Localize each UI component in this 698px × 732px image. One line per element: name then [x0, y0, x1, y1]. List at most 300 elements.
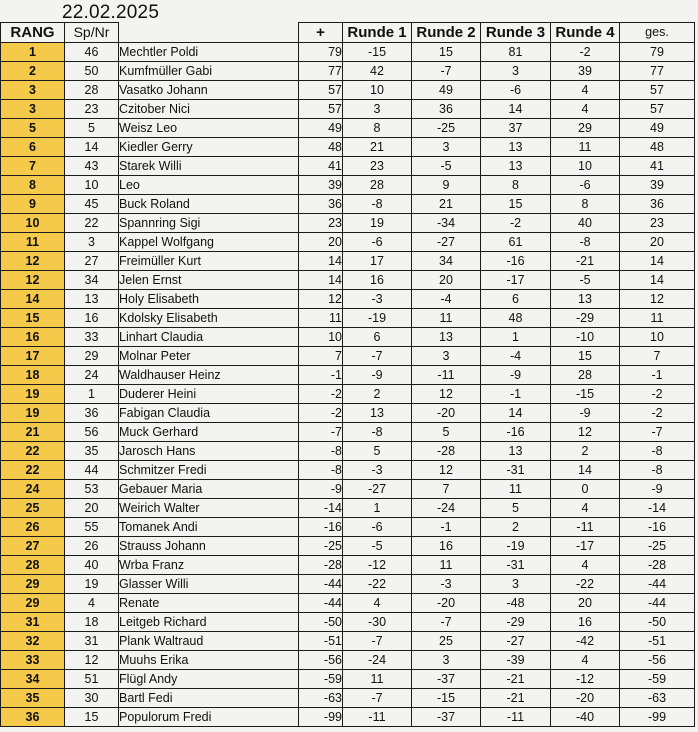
total-cell: -16 [620, 518, 695, 537]
runde-3-cell: 3 [481, 62, 551, 81]
table-row [1, 347, 695, 366]
player-name-cell: Waldhauser Heinz [119, 366, 299, 385]
table-row [1, 119, 695, 138]
rank-cell: 29 [1, 594, 65, 613]
runde-2-cell: -34 [412, 214, 481, 233]
date-heading: 22.02.2025 [62, 2, 160, 23]
player-name-cell: Plank Waltraud [119, 632, 299, 651]
player-number-cell: 51 [65, 670, 119, 689]
player-number-cell: 45 [65, 195, 119, 214]
player-number-cell: 35 [65, 442, 119, 461]
runde-4-cell: 4 [551, 100, 620, 119]
runde-2-cell: -37 [412, 708, 481, 727]
player-name-cell: Linhart Claudia [119, 328, 299, 347]
total-cell: -44 [620, 594, 695, 613]
rank-cell: 15 [1, 309, 65, 328]
total-cell: 41 [620, 157, 695, 176]
plus-total-cell: -50 [299, 613, 343, 632]
player-name-cell: Muuhs Erika [119, 651, 299, 670]
plus-total-cell: -59 [299, 670, 343, 689]
runde-1-cell: -24 [343, 651, 412, 670]
plus-total-cell: -8 [299, 461, 343, 480]
player-name-cell: Fabigan Claudia [119, 404, 299, 423]
total-cell: -7 [620, 423, 695, 442]
player-name-cell: Tomanek Andi [119, 518, 299, 537]
runde-4-cell: 13 [551, 290, 620, 309]
plus-total-cell: 20 [299, 233, 343, 252]
runde-3-cell: -19 [481, 537, 551, 556]
header-rang: RANG [1, 23, 65, 43]
runde-4-cell: 10 [551, 157, 620, 176]
runde-2-cell: 12 [412, 461, 481, 480]
runde-1-cell: -9 [343, 366, 412, 385]
runde-4-cell: 4 [551, 556, 620, 575]
total-cell: 79 [620, 43, 695, 62]
table-row [1, 176, 695, 195]
runde-4-cell: 28 [551, 366, 620, 385]
player-name-cell: Jarosch Hans [119, 442, 299, 461]
rank-cell: 6 [1, 138, 65, 157]
runde-3-cell: 15 [481, 195, 551, 214]
runde-2-cell: 21 [412, 195, 481, 214]
runde-3-cell: -1 [481, 385, 551, 404]
plus-total-cell: 23 [299, 214, 343, 233]
player-number-cell: 18 [65, 613, 119, 632]
total-cell: -56 [620, 651, 695, 670]
rank-cell: 18 [1, 366, 65, 385]
runde-2-cell: 13 [412, 328, 481, 347]
runde-4-cell: -15 [551, 385, 620, 404]
rank-cell: 27 [1, 537, 65, 556]
plus-total-cell: -51 [299, 632, 343, 651]
total-cell: 14 [620, 252, 695, 271]
runde-2-cell: -3 [412, 575, 481, 594]
plus-total-cell: -44 [299, 594, 343, 613]
runde-1-cell: -11 [343, 708, 412, 727]
plus-total-cell: -2 [299, 385, 343, 404]
plus-total-cell: -9 [299, 480, 343, 499]
player-name-cell: Leo [119, 176, 299, 195]
plus-total-cell: -1 [299, 366, 343, 385]
table-row [1, 689, 695, 708]
runde-1-cell: -27 [343, 480, 412, 499]
runde-1-cell: 17 [343, 252, 412, 271]
player-number-cell: 43 [65, 157, 119, 176]
total-cell: -8 [620, 442, 695, 461]
runde-3-cell: 61 [481, 233, 551, 252]
runde-4-cell: 8 [551, 195, 620, 214]
player-number-cell: 33 [65, 328, 119, 347]
player-name-cell: Starek Willi [119, 157, 299, 176]
runde-2-cell: 7 [412, 480, 481, 499]
runde-3-cell: -6 [481, 81, 551, 100]
runde-2-cell: -37 [412, 670, 481, 689]
runde-3-cell: 8 [481, 176, 551, 195]
player-number-cell: 28 [65, 81, 119, 100]
player-name-cell: Gebauer Maria [119, 480, 299, 499]
header-plus: + [299, 23, 343, 43]
player-name-cell: Jelen Ernst [119, 271, 299, 290]
table-row [1, 233, 695, 252]
runde-4-cell: -5 [551, 271, 620, 290]
runde-2-cell: -5 [412, 157, 481, 176]
plus-total-cell: 12 [299, 290, 343, 309]
player-number-cell: 13 [65, 290, 119, 309]
total-cell: 7 [620, 347, 695, 366]
rank-cell: 12 [1, 252, 65, 271]
header-name [119, 23, 299, 43]
runde-2-cell: 12 [412, 385, 481, 404]
total-cell: 23 [620, 214, 695, 233]
plus-total-cell: -8 [299, 442, 343, 461]
runde-4-cell: 11 [551, 138, 620, 157]
runde-1-cell: 21 [343, 138, 412, 157]
player-name-cell: Weirich Walter [119, 499, 299, 518]
rank-cell: 9 [1, 195, 65, 214]
rank-cell: 8 [1, 176, 65, 195]
runde-2-cell: -4 [412, 290, 481, 309]
player-number-cell: 31 [65, 632, 119, 651]
runde-3-cell: -27 [481, 632, 551, 651]
rank-cell: 24 [1, 480, 65, 499]
rank-cell: 14 [1, 290, 65, 309]
player-number-cell: 16 [65, 309, 119, 328]
plus-total-cell: -25 [299, 537, 343, 556]
runde-2-cell: 9 [412, 176, 481, 195]
table-row [1, 461, 695, 480]
runde-2-cell: -20 [412, 404, 481, 423]
total-cell: -1 [620, 366, 695, 385]
table-row [1, 556, 695, 575]
runde-1-cell: -5 [343, 537, 412, 556]
runde-3-cell: -48 [481, 594, 551, 613]
plus-total-cell: 77 [299, 62, 343, 81]
runde-3-cell: -9 [481, 366, 551, 385]
player-name-cell: Molnar Peter [119, 347, 299, 366]
runde-4-cell: 20 [551, 594, 620, 613]
player-name-cell: Holy Elisabeth [119, 290, 299, 309]
player-number-cell: 29 [65, 347, 119, 366]
runde-2-cell: 34 [412, 252, 481, 271]
runde-3-cell: -2 [481, 214, 551, 233]
runde-3-cell: 11 [481, 480, 551, 499]
total-cell: -44 [620, 575, 695, 594]
runde-3-cell: -16 [481, 423, 551, 442]
header-runde-2: Runde 2 [412, 23, 481, 43]
header-runde-4: Runde 4 [551, 23, 620, 43]
runde-4-cell: -11 [551, 518, 620, 537]
player-number-cell: 19 [65, 575, 119, 594]
table-row [1, 271, 695, 290]
plus-total-cell: -2 [299, 404, 343, 423]
player-name-cell: Glasser Willi [119, 575, 299, 594]
rank-cell: 35 [1, 689, 65, 708]
runde-1-cell: 28 [343, 176, 412, 195]
rank-cell: 28 [1, 556, 65, 575]
player-name-cell: Czitober Nici [119, 100, 299, 119]
table-row [1, 404, 695, 423]
runde-2-cell: -25 [412, 119, 481, 138]
runde-4-cell: 14 [551, 461, 620, 480]
table-row [1, 442, 695, 461]
player-number-cell: 14 [65, 138, 119, 157]
runde-1-cell: -30 [343, 613, 412, 632]
table-row [1, 613, 695, 632]
runde-3-cell: -31 [481, 556, 551, 575]
runde-3-cell: -29 [481, 613, 551, 632]
runde-3-cell: 6 [481, 290, 551, 309]
player-number-cell: 10 [65, 176, 119, 195]
rank-cell: 17 [1, 347, 65, 366]
table-row [1, 309, 695, 328]
runde-2-cell: 3 [412, 138, 481, 157]
runde-4-cell: 39 [551, 62, 620, 81]
rank-cell: 1 [1, 43, 65, 62]
runde-2-cell: 15 [412, 43, 481, 62]
total-cell: -2 [620, 385, 695, 404]
plus-total-cell: 48 [299, 138, 343, 157]
player-name-cell: Wrba Franz [119, 556, 299, 575]
runde-1-cell: -19 [343, 309, 412, 328]
runde-1-cell: -7 [343, 347, 412, 366]
total-cell: -59 [620, 670, 695, 689]
rank-cell: 7 [1, 157, 65, 176]
total-cell: 20 [620, 233, 695, 252]
plus-total-cell: 10 [299, 328, 343, 347]
runde-3-cell: -21 [481, 670, 551, 689]
runde-4-cell: 4 [551, 81, 620, 100]
plus-total-cell: -44 [299, 575, 343, 594]
player-number-cell: 34 [65, 271, 119, 290]
rank-cell: 5 [1, 119, 65, 138]
rank-cell: 22 [1, 442, 65, 461]
plus-total-cell: 41 [299, 157, 343, 176]
player-number-cell: 1 [65, 385, 119, 404]
total-cell: 77 [620, 62, 695, 81]
runde-1-cell: -3 [343, 290, 412, 309]
table-row [1, 632, 695, 651]
runde-1-cell: 10 [343, 81, 412, 100]
results-table [0, 22, 695, 727]
player-number-cell: 12 [65, 651, 119, 670]
player-number-cell: 27 [65, 252, 119, 271]
rank-cell: 3 [1, 100, 65, 119]
runde-1-cell: 3 [343, 100, 412, 119]
results-body [1, 43, 695, 727]
table-row [1, 651, 695, 670]
runde-1-cell: -8 [343, 423, 412, 442]
runde-2-cell: 20 [412, 271, 481, 290]
player-name-cell: Duderer Heini [119, 385, 299, 404]
runde-1-cell: -15 [343, 43, 412, 62]
plus-total-cell: -7 [299, 423, 343, 442]
runde-2-cell: 36 [412, 100, 481, 119]
table-row [1, 480, 695, 499]
player-number-cell: 40 [65, 556, 119, 575]
rank-cell: 22 [1, 461, 65, 480]
player-name-cell: Kumfmüller Gabi [119, 62, 299, 81]
runde-3-cell: 13 [481, 442, 551, 461]
runde-3-cell: 2 [481, 518, 551, 537]
table-row [1, 138, 695, 157]
runde-1-cell: 1 [343, 499, 412, 518]
runde-2-cell: -7 [412, 613, 481, 632]
plus-total-cell: 11 [299, 309, 343, 328]
runde-3-cell: 37 [481, 119, 551, 138]
runde-4-cell: -9 [551, 404, 620, 423]
runde-2-cell: 5 [412, 423, 481, 442]
plus-total-cell: 7 [299, 347, 343, 366]
runde-4-cell: 40 [551, 214, 620, 233]
runde-2-cell: -27 [412, 233, 481, 252]
player-name-cell: Buck Roland [119, 195, 299, 214]
player-name-cell: Leitgeb Richard [119, 613, 299, 632]
player-number-cell: 3 [65, 233, 119, 252]
runde-1-cell: 4 [343, 594, 412, 613]
player-name-cell: Kiedler Gerry [119, 138, 299, 157]
total-cell: 12 [620, 290, 695, 309]
runde-1-cell: -22 [343, 575, 412, 594]
total-cell: 57 [620, 100, 695, 119]
rank-cell: 25 [1, 499, 65, 518]
plus-total-cell: -14 [299, 499, 343, 518]
total-cell: 10 [620, 328, 695, 347]
table-row [1, 100, 695, 119]
runde-3-cell: 14 [481, 100, 551, 119]
total-cell: 48 [620, 138, 695, 157]
runde-4-cell: -2 [551, 43, 620, 62]
rank-cell: 31 [1, 613, 65, 632]
plus-total-cell: 49 [299, 119, 343, 138]
player-number-cell: 22 [65, 214, 119, 233]
plus-total-cell: -56 [299, 651, 343, 670]
rank-cell: 3 [1, 81, 65, 100]
table-row [1, 423, 695, 442]
runde-3-cell: -21 [481, 689, 551, 708]
runde-3-cell: 14 [481, 404, 551, 423]
runde-4-cell: -20 [551, 689, 620, 708]
total-cell: -51 [620, 632, 695, 651]
rank-cell: 19 [1, 404, 65, 423]
runde-4-cell: 16 [551, 613, 620, 632]
header-spnr: Sp/Nr [65, 23, 119, 43]
runde-1-cell: 13 [343, 404, 412, 423]
plus-total-cell: 14 [299, 252, 343, 271]
runde-1-cell: -12 [343, 556, 412, 575]
table-row [1, 575, 695, 594]
table-row [1, 518, 695, 537]
rank-cell: 32 [1, 632, 65, 651]
total-cell: 49 [620, 119, 695, 138]
player-number-cell: 46 [65, 43, 119, 62]
runde-1-cell: -7 [343, 632, 412, 651]
header-runde-1: Runde 1 [343, 23, 412, 43]
table-row [1, 195, 695, 214]
runde-1-cell: 8 [343, 119, 412, 138]
plus-total-cell: -16 [299, 518, 343, 537]
runde-2-cell: -11 [412, 366, 481, 385]
total-cell: -99 [620, 708, 695, 727]
player-number-cell: 56 [65, 423, 119, 442]
rank-cell: 29 [1, 575, 65, 594]
table-row [1, 214, 695, 233]
table-row [1, 252, 695, 271]
player-number-cell: 55 [65, 518, 119, 537]
player-number-cell: 44 [65, 461, 119, 480]
runde-3-cell: 13 [481, 138, 551, 157]
table-row [1, 328, 695, 347]
table-row [1, 81, 695, 100]
plus-total-cell: 57 [299, 81, 343, 100]
player-number-cell: 30 [65, 689, 119, 708]
table-row [1, 537, 695, 556]
runde-4-cell: -12 [551, 670, 620, 689]
total-cell: 39 [620, 176, 695, 195]
rank-cell: 36 [1, 708, 65, 727]
player-number-cell: 4 [65, 594, 119, 613]
runde-3-cell: 1 [481, 328, 551, 347]
player-name-cell: Strauss Johann [119, 537, 299, 556]
rank-cell: 19 [1, 385, 65, 404]
runde-4-cell: 12 [551, 423, 620, 442]
total-cell: 11 [620, 309, 695, 328]
runde-1-cell: 19 [343, 214, 412, 233]
rank-cell: 33 [1, 651, 65, 670]
runde-2-cell: -7 [412, 62, 481, 81]
runde-1-cell: 11 [343, 670, 412, 689]
table-row [1, 499, 695, 518]
runde-2-cell: -24 [412, 499, 481, 518]
runde-1-cell: 6 [343, 328, 412, 347]
runde-2-cell: 49 [412, 81, 481, 100]
runde-1-cell: -7 [343, 689, 412, 708]
runde-3-cell: -4 [481, 347, 551, 366]
runde-3-cell: -31 [481, 461, 551, 480]
plus-total-cell: 57 [299, 100, 343, 119]
table-row [1, 708, 695, 727]
runde-3-cell: 5 [481, 499, 551, 518]
runde-4-cell: -21 [551, 252, 620, 271]
player-name-cell: Spannring Sigi [119, 214, 299, 233]
runde-1-cell: 23 [343, 157, 412, 176]
rank-cell: 10 [1, 214, 65, 233]
runde-1-cell: 2 [343, 385, 412, 404]
rank-cell: 12 [1, 271, 65, 290]
plus-total-cell: 79 [299, 43, 343, 62]
total-cell: -28 [620, 556, 695, 575]
total-cell: -50 [620, 613, 695, 632]
header-row [1, 23, 695, 43]
runde-4-cell: -8 [551, 233, 620, 252]
player-number-cell: 5 [65, 119, 119, 138]
runde-1-cell: 42 [343, 62, 412, 81]
plus-total-cell: 14 [299, 271, 343, 290]
runde-2-cell: 3 [412, 347, 481, 366]
total-cell: 57 [620, 81, 695, 100]
runde-4-cell: 2 [551, 442, 620, 461]
plus-total-cell: 36 [299, 195, 343, 214]
runde-4-cell: -6 [551, 176, 620, 195]
runde-2-cell: 16 [412, 537, 481, 556]
runde-3-cell: 48 [481, 309, 551, 328]
header-runde-3: Runde 3 [481, 23, 551, 43]
player-number-cell: 15 [65, 708, 119, 727]
table-row [1, 366, 695, 385]
runde-1-cell: -8 [343, 195, 412, 214]
runde-3-cell: -11 [481, 708, 551, 727]
plus-total-cell: 39 [299, 176, 343, 195]
runde-1-cell: -3 [343, 461, 412, 480]
